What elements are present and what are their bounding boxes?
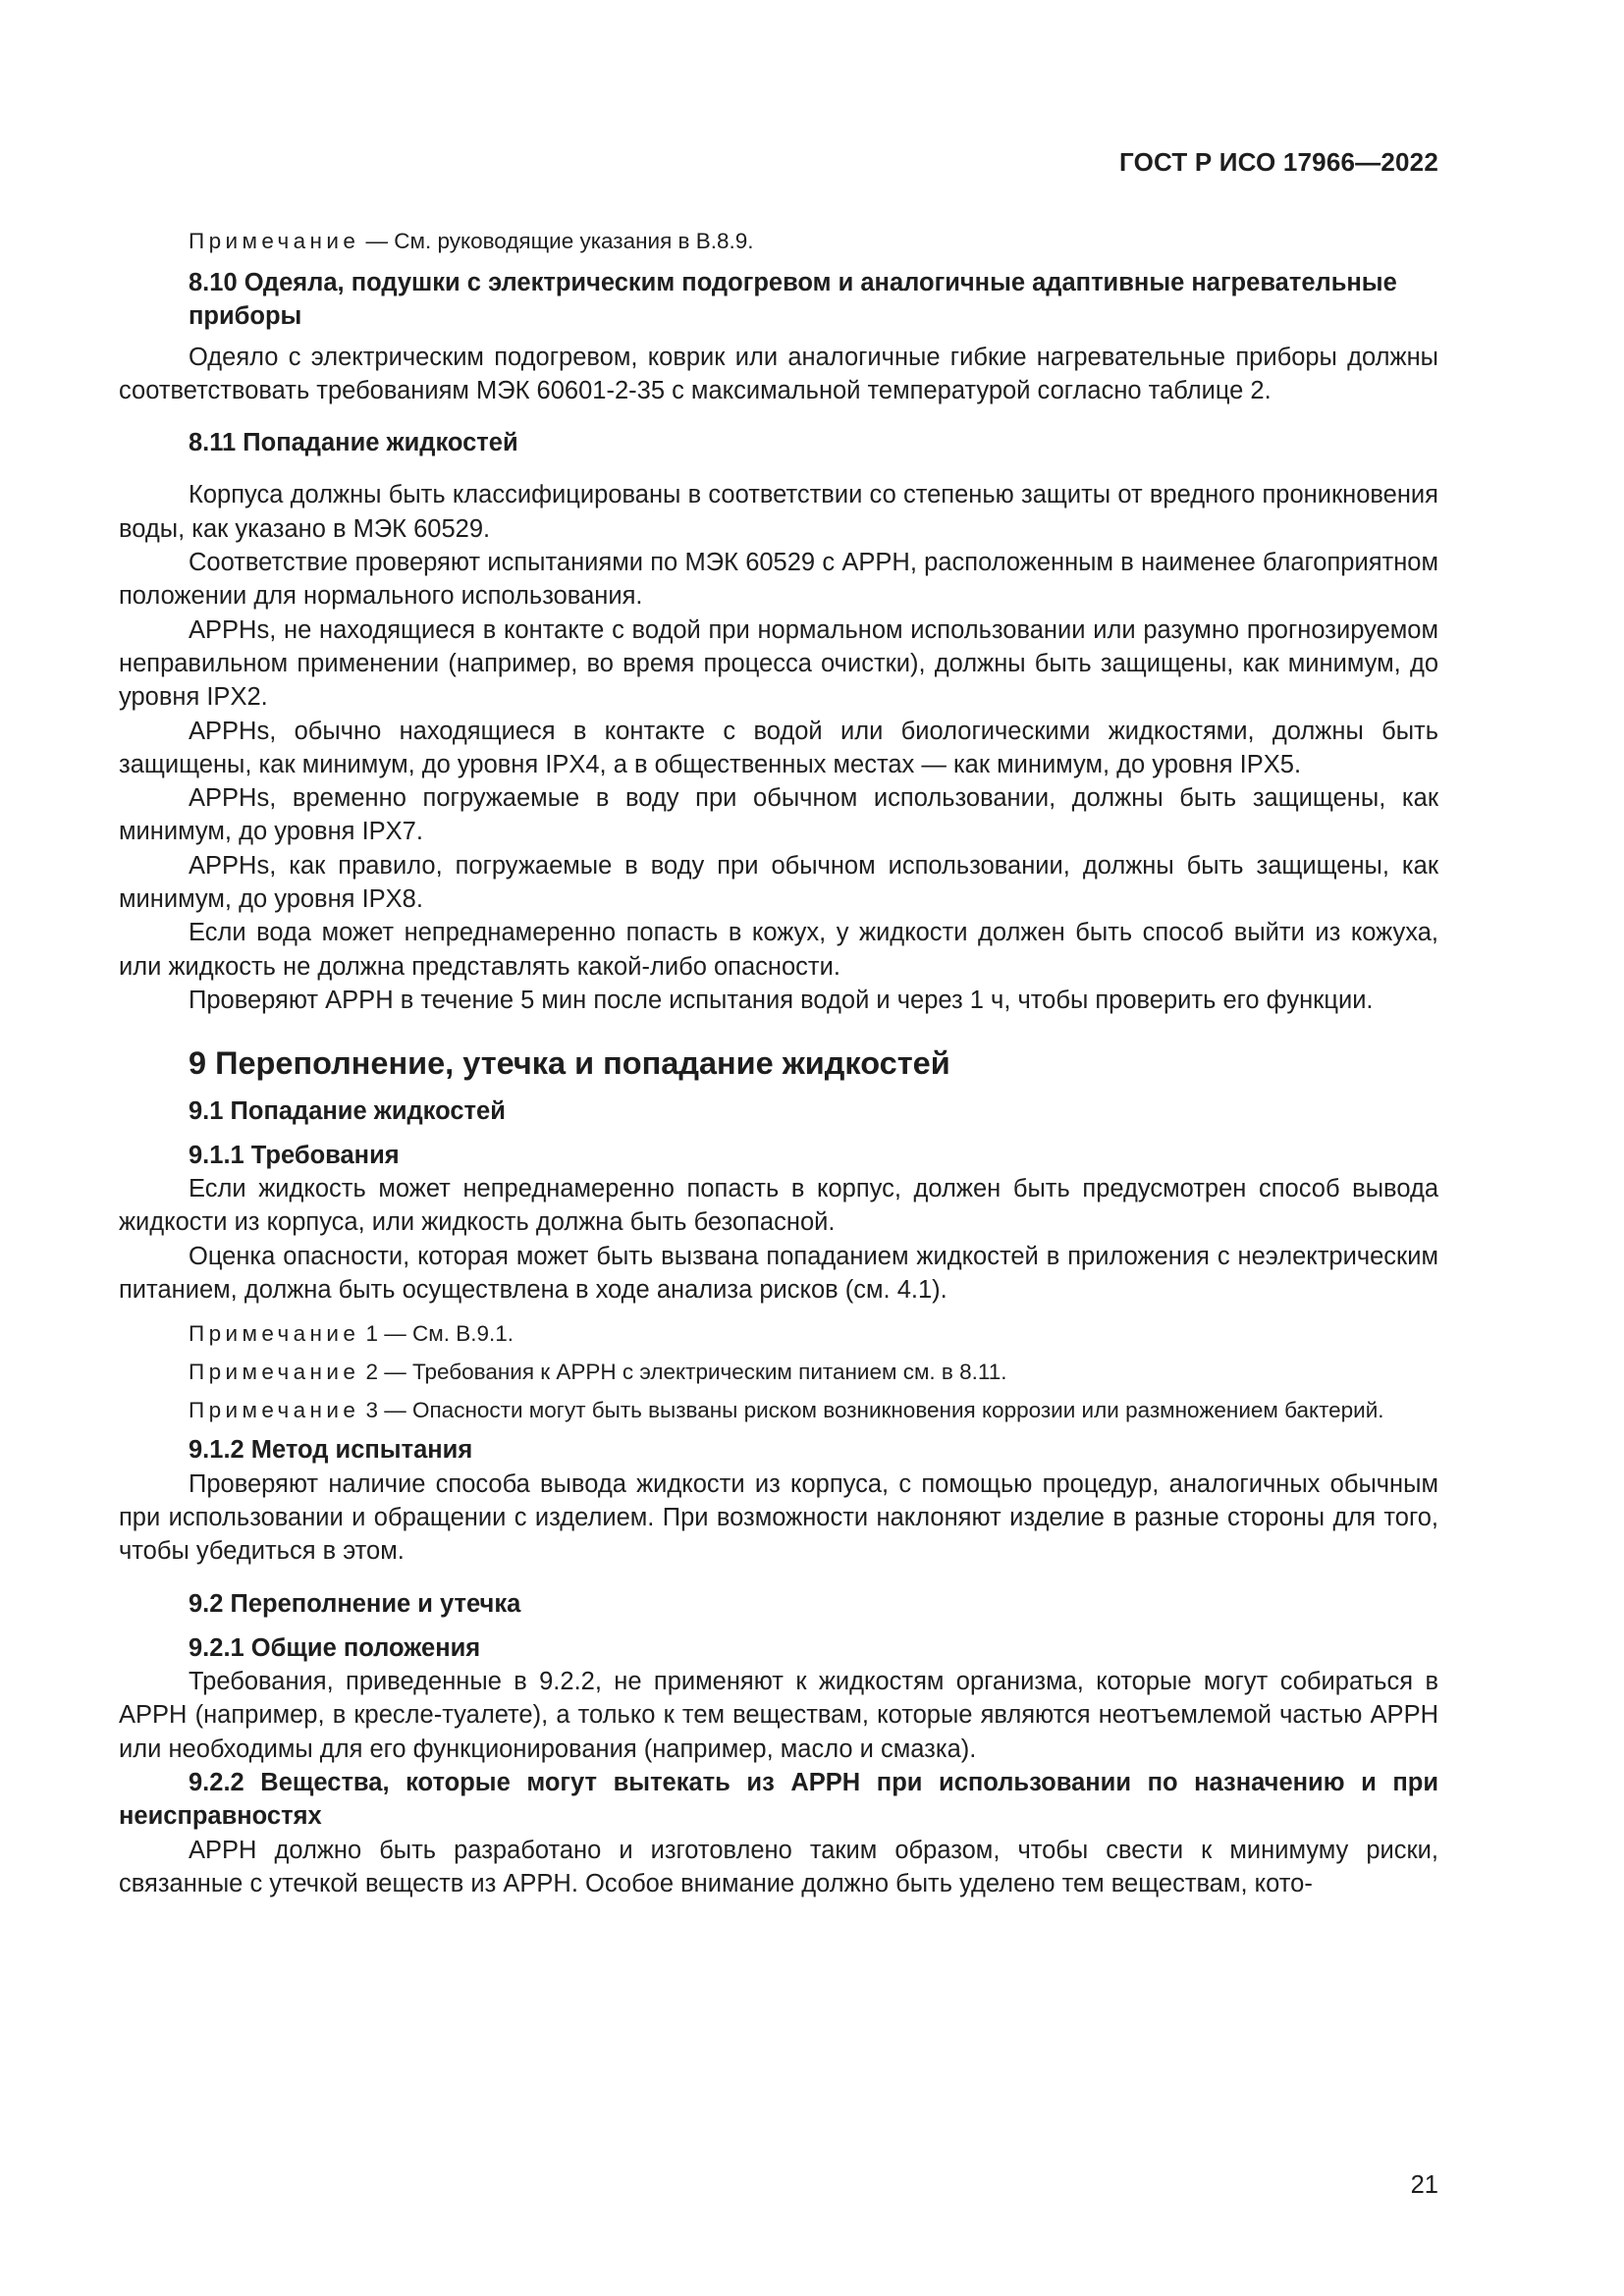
page-number: 21 [1410, 2171, 1438, 2199]
section-heading-9-1-2: 9.1.2 Метод испытания [189, 1436, 473, 1465]
note [119, 227, 1438, 256]
section-heading-8-11: 8.11 Попадание жидкостей [189, 429, 518, 457]
paragraph: APPH должно быть разработано и изготовлено таким образом, чтобы свести к минимуму риски, связанные с утечкой веществ из APPH. Особое внимание должно быть уделено тем веществам, кото- [119, 1836, 1438, 1897]
note-text: 2 — Требования к APPH с электрическим питанием см. в 8.11. [359, 1360, 1007, 1385]
section-heading-9-2-2: 9.2.2 Вещества, которые могут вытекать из APPH при использовании по назначению и при неисправностях [119, 1768, 1438, 1831]
paragraph: APPHs, обычно находящиеся в контакте с водой или биологическими жидкостями, должны быть защищены, как минимум, до уровня IPX4, а в общественных местах — как минимум, до уровня IPX5. [119, 717, 1438, 778]
paragraph: Проверяют наличие способа вывода жидкости из корпуса, с помощью процедур, аналогичных обычным при использовании и обращении с изделием. При возможности наклоняют изделие в разные стороны для того, чтобы убедиться в этом. [119, 1469, 1438, 1566]
note-label: Примечание [189, 1360, 360, 1385]
paragraph: APPHs, как правило, погружаемые в воду при обычном использовании, должны быть защищены, как минимум, до уровня IPX8. [119, 851, 1438, 914]
note [119, 1358, 1438, 1387]
paragraph: Если жидкость может непреднамеренно попасть в корпус, должен быть предусмотрен способ вывода жидкости из корпуса, или жидкость должна быть безопасной. [119, 1175, 1438, 1237]
note-label: Примечание [189, 1398, 360, 1423]
section-heading-8-10: 8.10 Одеяла, подушки с электрическим подогревом и аналогичные адаптивные нагревательные приборы [189, 269, 1397, 331]
paragraph: Оценка опасности, которая может быть вызвана попаданием жидкостей в приложения с неэлектрическим питанием, должна быть осуществлена в ходе анализа рисков (см. 4.1). [119, 1242, 1438, 1305]
section-heading-9-1-1: 9.1.1 Требования [189, 1141, 400, 1169]
document-body [119, 227, 1438, 1900]
section-heading-9-2: 9.2 Переполнение и утечка [189, 1589, 521, 1618]
paragraph: Если вода может непреднамеренно попасть в кожух, у жидкости должен быть способ выйти из кожуха, или жидкость не должна представлять какой-либо опасности. [119, 919, 1438, 981]
standard-header: ГОСТ Р ИСО 17966—2022 [1118, 147, 1438, 177]
note [119, 1396, 1438, 1425]
paragraph: APPHs, не находящиеся в контакте с водой при нормальном использовании или разумно прогнозируемом неправильном применении (например, во время процесса очистки), должны быть защищены, как минимум, до уровня IPX2. [119, 615, 1438, 712]
note-text: 3 — Опасности могут быть вызваны риском возникновения коррозии или размножением бактерий. [359, 1398, 1384, 1423]
paragraph: Корпуса должны быть классифицированы в соответствии со степенью защиты от вредного проникновения воды, как указано в МЭК 60529. [119, 481, 1438, 543]
paragraph: Проверяют APPH в течение 5 мин после испытания водой и через 1 ч, чтобы проверить его функции. [189, 986, 1374, 1014]
note-label: Примечание [189, 229, 360, 253]
paragraph: APPHs, временно погружаемые в воду при обычном использовании, должны быть защищены, как минимум, до уровня IPX7. [119, 784, 1438, 846]
paragraph: Требования, приведенные в 9.2.2, не применяют к жидкостям организма, которые могут собираться в APPH (например, в кресле-туалете), а только к тем веществам, которые являются неотъемлемой частью APPH или необходимы для его функционирования (например, масло и смазка). [119, 1668, 1438, 1763]
chapter-heading-9: 9 Переполнение, утечка и попадание жидкостей [189, 1045, 950, 1082]
note-label: Примечание [189, 1321, 360, 1347]
note-text: 1 — См. В.9.1. [359, 1321, 514, 1347]
note [119, 1319, 1438, 1349]
note-text: — См. руководящие указания в В.8.9. [359, 229, 754, 253]
paragraph: Соответствие проверяют испытаниями по МЭК 60529 с APPH, расположенным в наименее благоприятном положении для нормального использования. [119, 549, 1438, 611]
paragraph: Одеяло с электрическим подогревом, коврик или аналогичные гибкие нагревательные приборы должны соответствовать требованиям МЭК 60601-2-35 с максимальной температурой согласно таблице 2. [119, 343, 1438, 404]
section-heading-9-1: 9.1 Попадание жидкостей [189, 1096, 506, 1125]
section-heading-9-2-1: 9.2.1 Общие положения [189, 1633, 481, 1662]
